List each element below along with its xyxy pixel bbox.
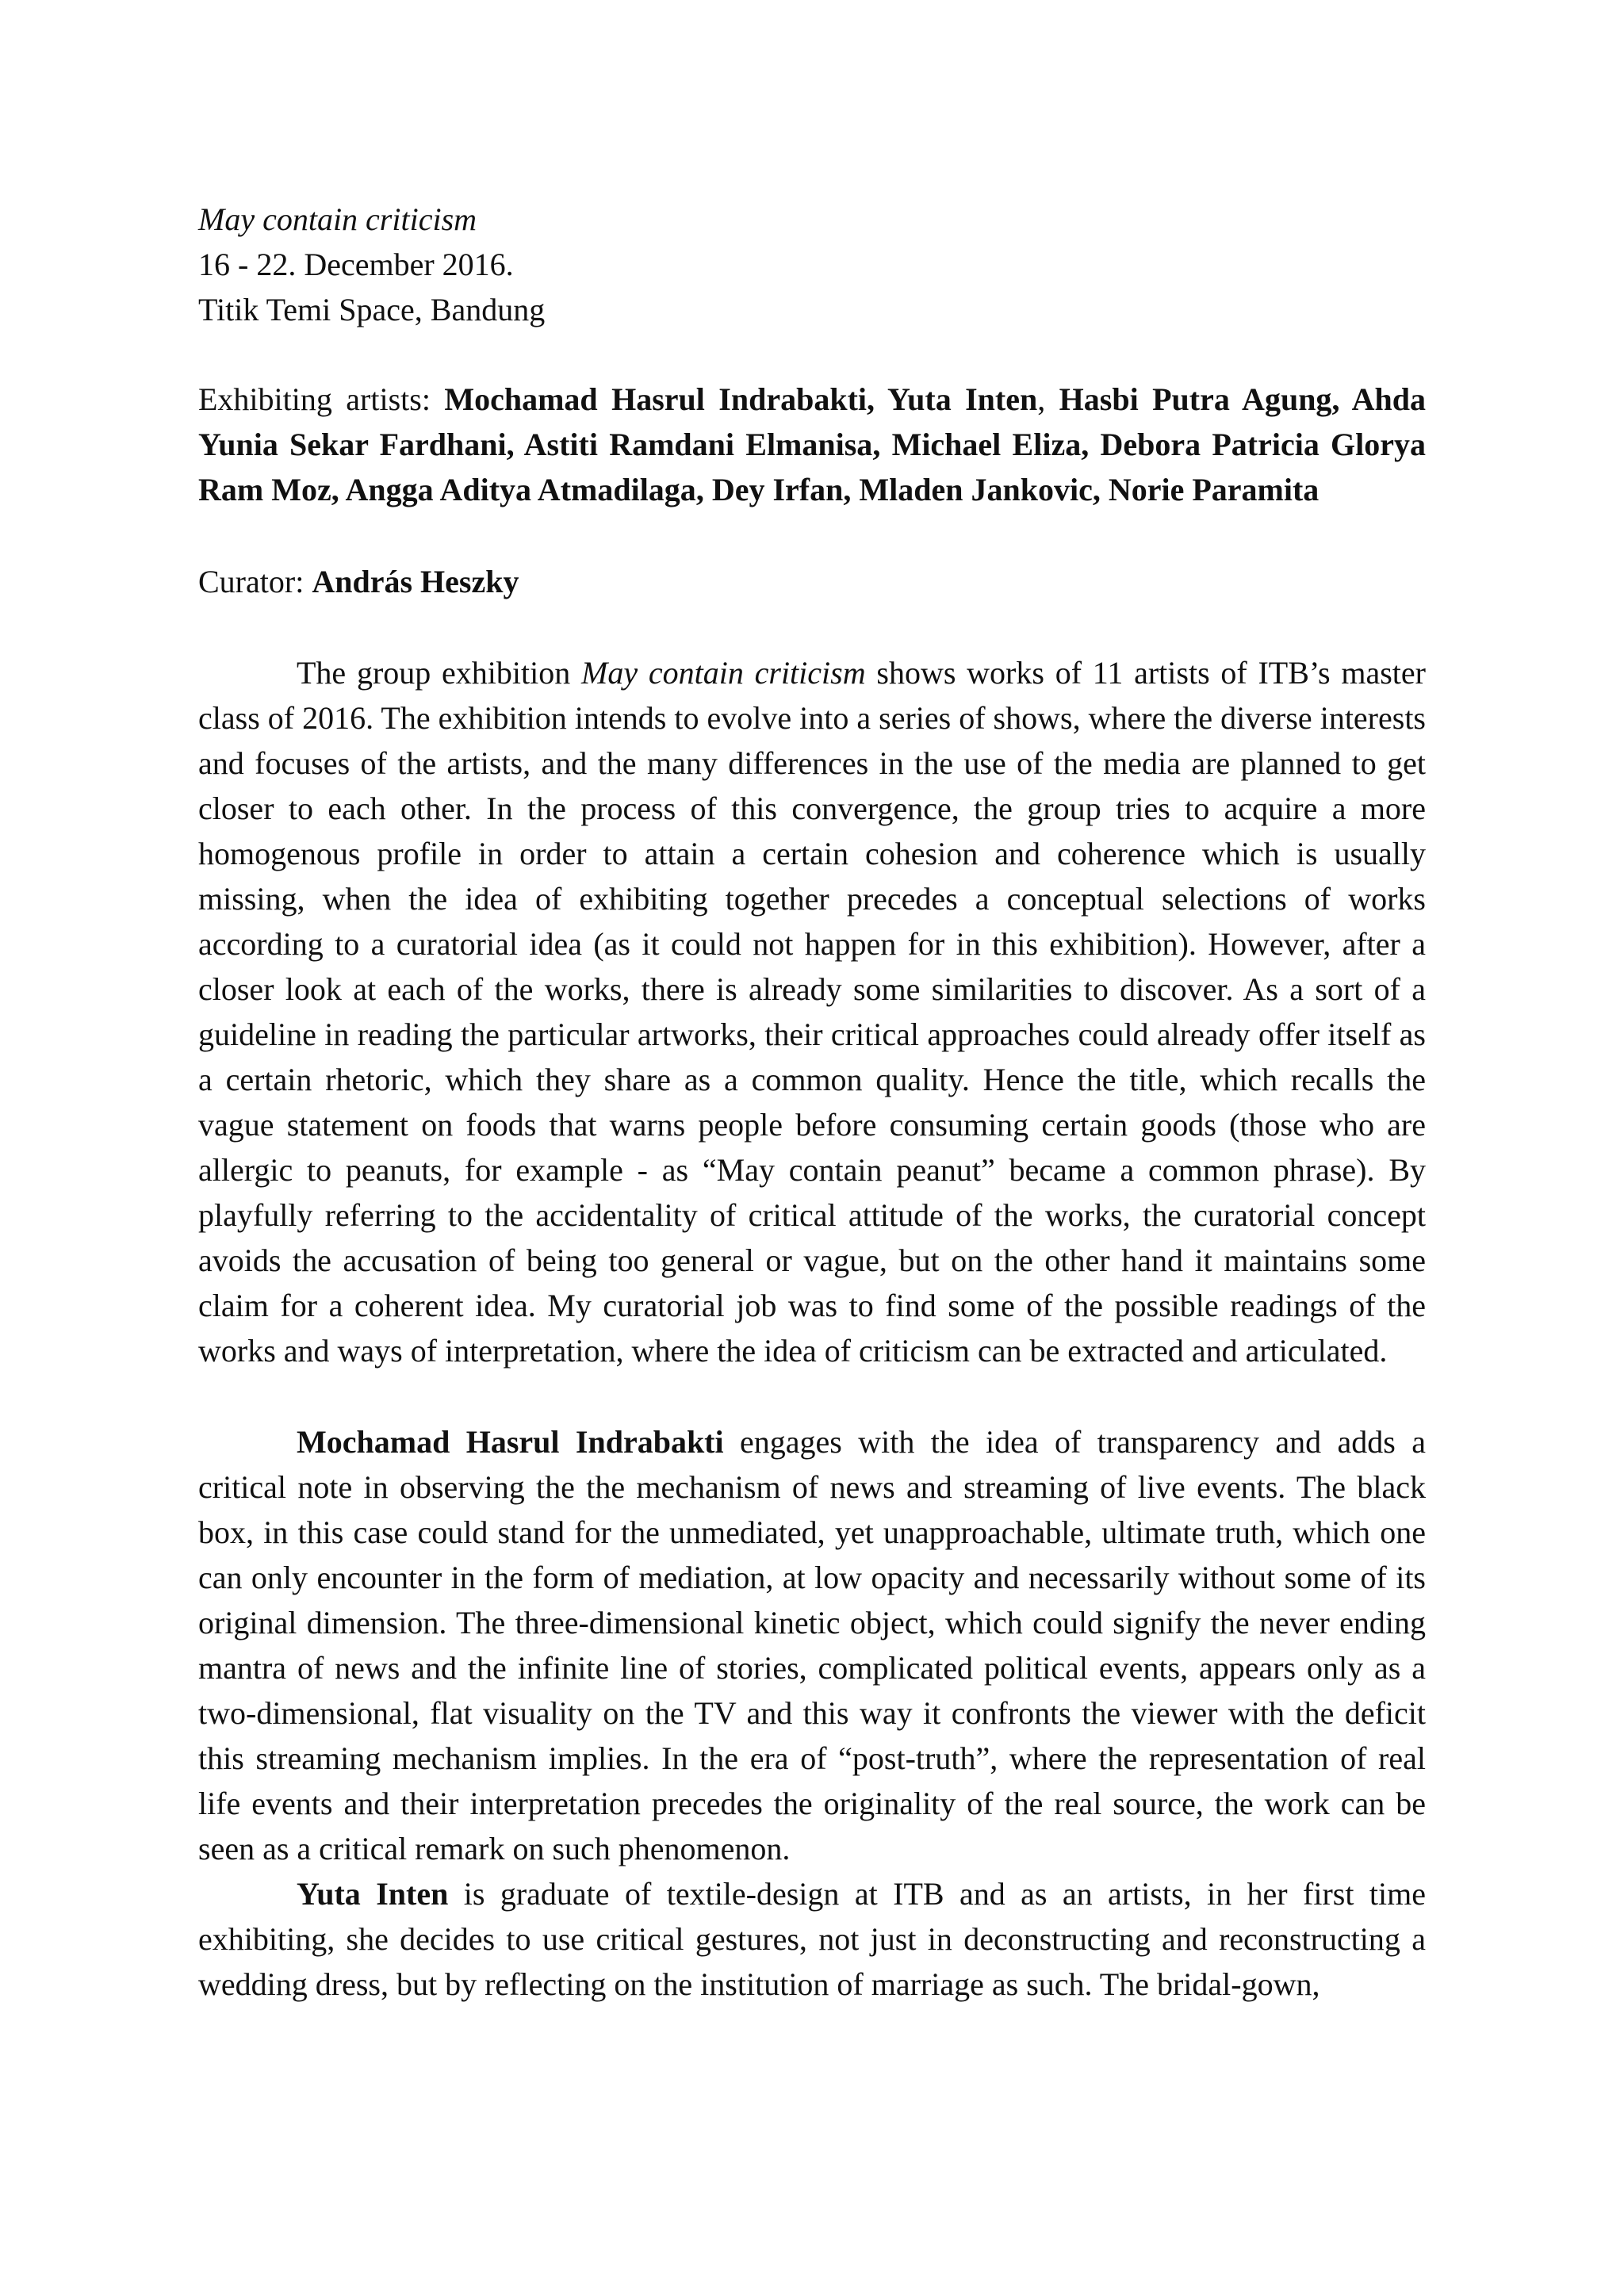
artist-paragraph: Mochamad Hasrul Indrabakti engages with the idea of transparency and adds a critical note in observing the the mechanism of news and streaming of live events. The black box, in this case could stand for the unmediated, yet unapproachable, ultimate truth, which one can only encounter in the form of mediation, at low opacity and necessarily without some of its original dimension. The three-dimensional kinetic object, which could signify the never ending mantra of news and the infinite line of stories, complicated political events, appears only as a two-dimensional, flat visuality on the TV and this way it confronts the viewer with the deficit this streaming mechanism implies. In the era of “post-truth”, where the representation of real life events and their interpretation precedes the originality of the real source, the work can be seen as a critical remark on such phenomenon. [198,1424,1426,1866]
curator-line [198,559,1426,604]
artist-name: Norie Paramita [1108,472,1320,507]
artist-name: Michael Eliza [891,427,1082,462]
intro-title: May contain criticism [581,655,866,691]
artist-paragraph: Yuta Inten is graduate of textile-design at ITB and as an artists, in her first time exhibiting, she decides to use critical gestures, not just in deconstructing and reconstructing a wedding dress, but by reflecting on the institution of marriage as such. The bridal-gown, [198,1876,1426,2002]
artists-label: Exhibiting artists: [198,381,445,417]
curator-label: Curator: [198,564,312,599]
exhibiting-artists: Exhibiting artists: Mochamad Hasrul Indrabakti, Yuta Inten, Hasbi Putra Agung, Ahda Yunia Sekar Fardhani, Astiti Ramdani Elmanisa, Michael Eliza, Debora Patricia Glorya Ram Moz, Angga Aditya Atmadilaga, Dey Irfan, Mladen Jankovic, Norie Paramita [198,381,1427,507]
exhibition-venue: Titik Temi Space, Bandung [198,292,546,327]
artist-name: Ahda Yunia Sekar Fardhani [198,381,1427,462]
exhibition-dates: 16 - 22. December 2016. [198,247,514,282]
artist-name: Mladen Jankovic [859,472,1093,507]
document-page [198,197,1426,2007]
artist-name: Mochamad Hasrul Indrabakti [444,381,868,417]
intro-paragraph: The group exhibition May contain criticism shows works of 11 artists of ITB’s master class of 2016. The exhibition intends to evolve into a series of shows, where the diverse interests and focuses of the artists, and the many differences in the use of the media are planned to get closer to each other. In the process of this convergence, the group tries to acquire a more homogenous profile in order to attain a certain cohesion and coherence which is usually missing, when the idea of exhibiting together precedes a conceptual selections of works according to a curatorial idea (as it could not happen for in this exhibition). However, after a closer look at each of the works, there is already some similarities to discover. As a sort of a guideline in reading the particular artworks, their critical approaches could already offer itself as a certain rhetoric, which they share as a common quality. Hence the title, which recalls the vague statement on foods that warns people before consuming certain goods (those who are allergic to peanuts, for example - as “May contain peanut” became a common phrase). By playfully referring to the accidentality of critical attitude of the works, the curatorial concept avoids the accusation of being too general or vague, but on the other hand it maintains some claim for a coherent idea. My curatorial job was to find some of the possible readings of the works and ways of interpretation, where the idea of criticism can be extracted and articulated. [198,655,1426,1369]
artist-name: Debora Patricia Glorya Ram Moz [198,427,1427,507]
artist-name: Astiti Ramdani Elmanisa [523,427,873,462]
artist-name: Yuta Inten [887,381,1038,417]
artist-paragraph-name: Mochamad Hasrul Indrabakti [297,1424,724,1460]
curator-name: András Heszky [312,564,519,599]
artist-name: Dey Irfan [711,472,844,507]
exhibition-title: May contain criticism [198,201,477,237]
artist-name: Hasbi Putra Agung [1059,381,1332,417]
artist-name: Angga Aditya Atmadilaga [345,472,696,507]
artist-paragraph-name: Yuta Inten [297,1876,449,1912]
